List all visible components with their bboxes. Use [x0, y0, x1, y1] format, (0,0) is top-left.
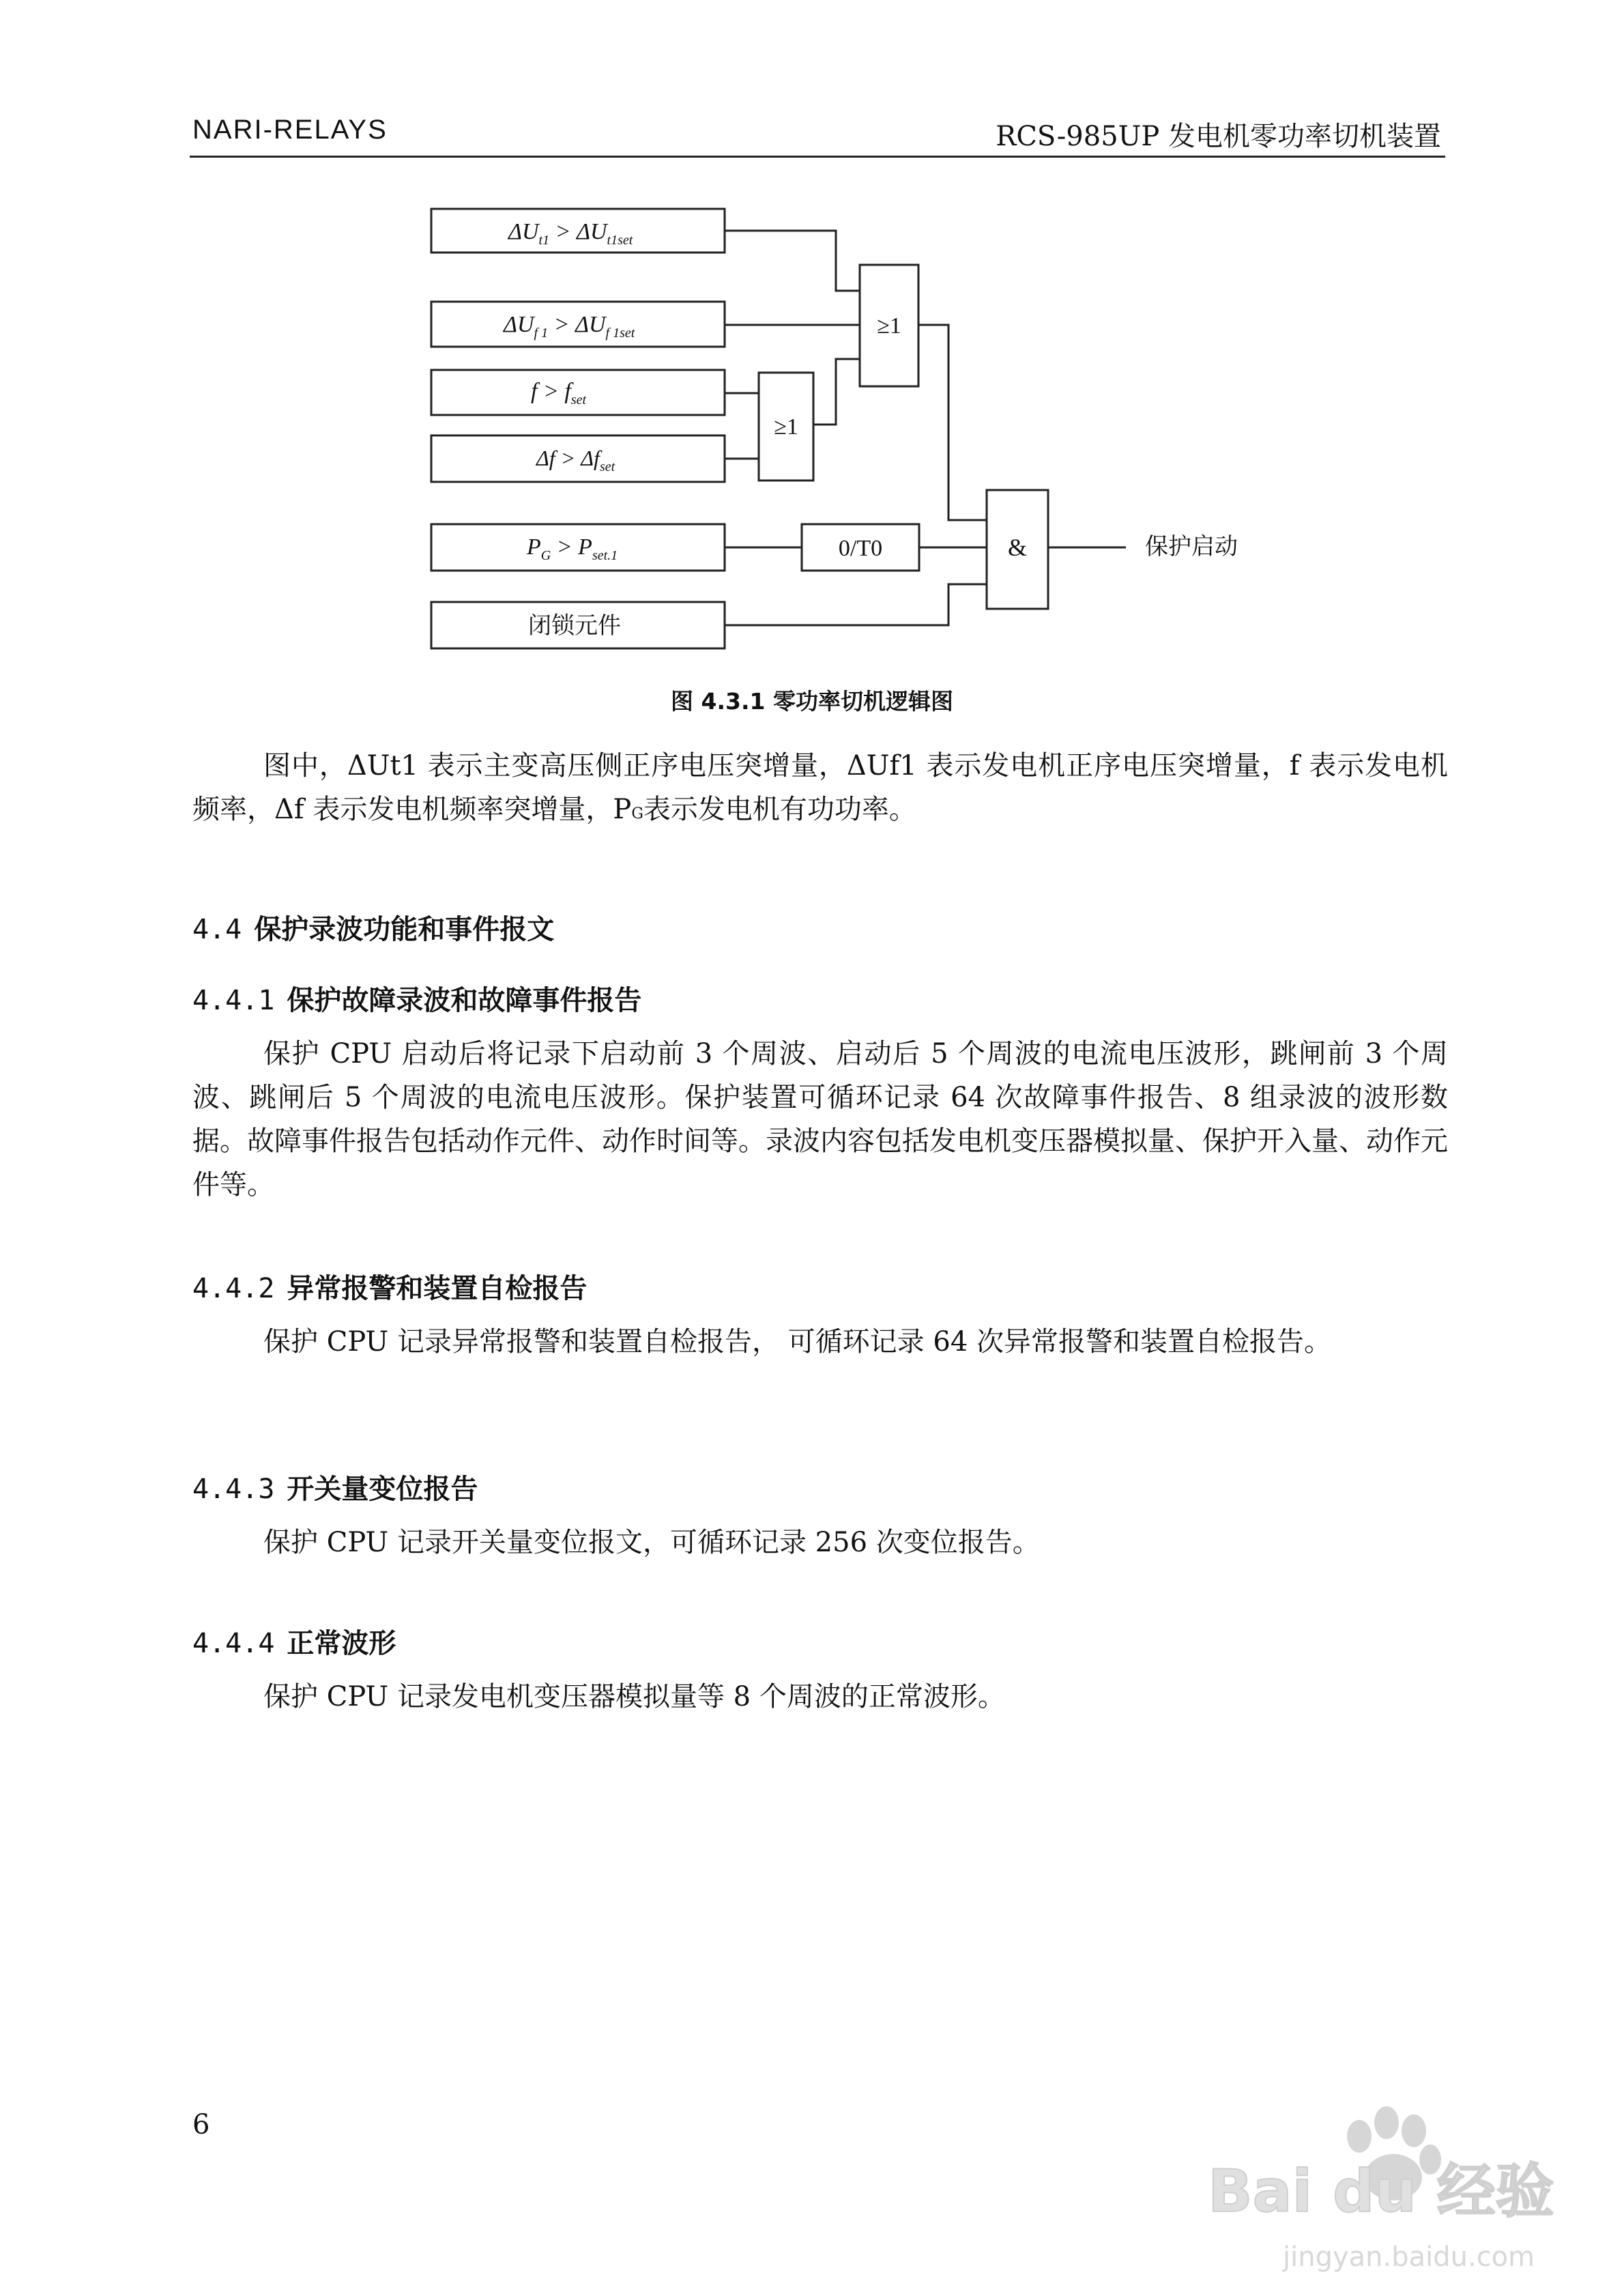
- wire-lock: [725, 584, 987, 625]
- label-lock: 闭锁元件: [528, 612, 621, 640]
- paragraph-4-4-2: 保护 CPU 记录异常报警和装置自检报告， 可循环记录 64 次异常报警和装置自检报告。: [263, 1326, 1331, 1358]
- label-f: $f > f_{set}$: [531, 379, 587, 407]
- wire-or-lower-out: [813, 359, 860, 425]
- wire-dut: [725, 231, 860, 291]
- page-number: 6: [192, 2109, 210, 2140]
- wire-or-upper-out: [918, 325, 987, 520]
- intro-paragraph: 图中，ΔUt1 表示主变高压侧正序电压突增量，ΔUf1 表示发电机正序电压突增量，f 表示发电机频率，Δf 表示发电机频率突增量，PG表示发电机有功功率。: [192, 750, 1448, 825]
- label-dut: $\Delta U_{t1} > \Delta U_{t1set}$: [508, 219, 633, 248]
- section-4-4-2: 4.4.2 异常报警和装置自检报告: [192, 1273, 588, 1304]
- paw-icon: [1347, 2120, 1372, 2153]
- paragraph-4-4-4: 保护 CPU 记录发电机变压器模拟量等 8 个周波的正常波形。: [263, 1681, 1005, 1712]
- label-or-lower: ≥1: [774, 414, 798, 440]
- paragraph-4-4-3: 保护 CPU 记录开关量变位报文，可循环记录 256 次变位报告。: [263, 1527, 1040, 1558]
- logic-diagram: [0, 0, 1624, 683]
- label-df: $\Delta f > \Delta f_{set}$: [536, 446, 615, 474]
- header-right: RCS-985UP 发电机零功率切机装置: [996, 121, 1441, 152]
- svg-text:Bai du 经验: Bai du 经验: [1208, 2157, 1554, 2226]
- section-4-4-3: 4.4.3 开关量变位报告: [192, 1474, 478, 1505]
- figure-caption: 图 4.3.1 零功率切机逻辑图: [671, 688, 953, 715]
- section-4-4: 4.4 保护录波功能和事件报文: [192, 914, 555, 945]
- baidu-watermark: [1194, 2089, 1576, 2286]
- label-output: 保护启动: [1145, 533, 1238, 560]
- label-and: &: [1007, 534, 1028, 561]
- svg-text:jingyan.baidu.com: jingyan.baidu.com: [1283, 2241, 1535, 2273]
- header-left: NARI-RELAYS: [192, 115, 388, 145]
- label-pg: $P_G > P_{set.1}$: [527, 534, 618, 563]
- label-duf: $\Delta U_{f 1} > \Delta U_{f 1set}$: [504, 312, 635, 341]
- section-4-4-1: 4.4.1 保护故障录波和故障事件报告: [192, 985, 642, 1016]
- paragraph-4-4-1: 保护 CPU 启动后将记录下启动前 3 个周波、启动后 5 个周波的电流电压波形，跳闸前 3 个周波、跳闸后 5 个周波的电流电压波形。保护装置可循环记录 64 次故障事件报告、8 组录波的波形数据。故障事件报告包括动作元件、动作时间等。录波内容包括发电机变压器模拟量、保护开入量、动作元件等。: [192, 1038, 1448, 1201]
- label-timer: 0/T0: [838, 536, 883, 561]
- label-or-upper: ≥1: [877, 313, 901, 339]
- section-4-4-4: 4.4.4 正常波形: [192, 1628, 396, 1659]
